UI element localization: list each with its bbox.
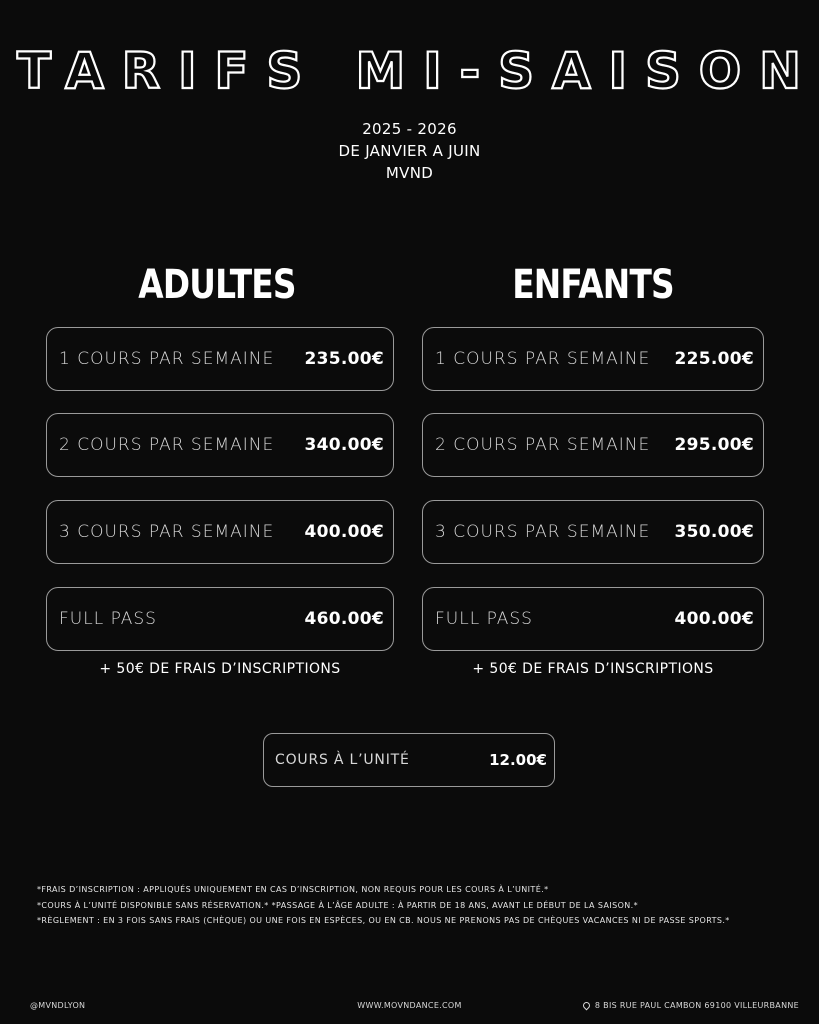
unit-price-row [263,733,555,787]
season-info [0,118,819,184]
enfants-price-row-1 [422,327,764,391]
unit-price-value: 12.00€ [489,751,547,769]
footer-website: WWW.MOVNDANCE.COM [357,1001,462,1010]
price-row-label: 1 COURS PAR SEMAINE [435,349,651,369]
price-row-label: FULL PASS [59,609,157,629]
adultes-price-row-3 [46,500,394,564]
footer-address [583,1001,799,1010]
footnote-registration-fee: *FRAIS D’INSCRIPTION : APPLIQUÉS UNIQUEMENT EN CAS D’INSCRIPTION, NON REQUIS POUR LES COURS À L’UNITÉ.* [37,885,549,894]
unit-price-label: COURS À L’UNITÉ [275,752,410,768]
price-row-label: 3 COURS PAR SEMAINE [59,522,275,542]
brand-name: MVND [385,164,434,182]
footer-address-text: 8 BIS RUE PAUL CAMBON 69100 VILLEURBANNE [594,1001,799,1010]
price-row-value: 350.00€ [674,522,754,542]
footer-instagram: @MVNDLYON [30,1001,86,1010]
price-row-value: 235.00€ [304,349,384,369]
enfants-price-row-2 [422,413,764,477]
enfants-fees-note: + 50€ DE FRAIS D’INSCRIPTIONS [472,661,714,677]
adultes-heading: ADULTES [138,262,296,308]
price-row-value: 295.00€ [674,435,754,455]
adultes-price-row-2 [46,413,394,477]
season-years: 2025 - 2026 [362,120,457,138]
season-period: DE JANVIER A JUIN [338,142,481,160]
enfants-price-row-4 [422,587,764,651]
price-row-value: 400.00€ [304,522,384,542]
adultes-price-row-1 [46,327,394,391]
footnotes [37,882,807,929]
price-row-value: 225.00€ [674,349,754,369]
price-row-label: FULL PASS [435,609,533,629]
adultes-price-row-4 [46,587,394,651]
footnote-unit-and-age: *COURS À L’UNITÉ DISPONIBLE SANS RÉSERVATION.* *PASSAGE À L’ÂGE ADULTE : À PARTIR DE 18 ANS, AVANT LE DÉBUT DE LA SAISON.* [37,900,639,910]
price-row-value: 460.00€ [304,609,384,629]
adultes-fees-note: + 50€ DE FRAIS D’INSCRIPTIONS [99,661,341,677]
enfants-heading: ENFANTS [512,262,674,308]
map-pin-icon [581,1001,591,1011]
price-row-value: 340.00€ [304,435,384,455]
price-row-label: 3 COURS PAR SEMAINE [435,522,651,542]
page-title [0,38,819,98]
page-title-text: TARIFS MI-SAISON [17,42,801,98]
footnote-payment: *RÈGLEMENT : EN 3 FOIS SANS FRAIS (CHÈQUE) OU UNE FOIS EN ESPÈCES, OU EN CB. NOUS NE PRENONS PAS DE CHÈQUES VACANCES NI DE PASSE SPORTS.* [37,916,730,925]
price-row-label: 2 COURS PAR SEMAINE [435,435,651,455]
price-row-value: 400.00€ [674,609,754,629]
price-row-label: 2 COURS PAR SEMAINE [59,435,275,455]
price-row-label: 1 COURS PAR SEMAINE [59,349,275,369]
enfants-price-row-3 [422,500,764,564]
